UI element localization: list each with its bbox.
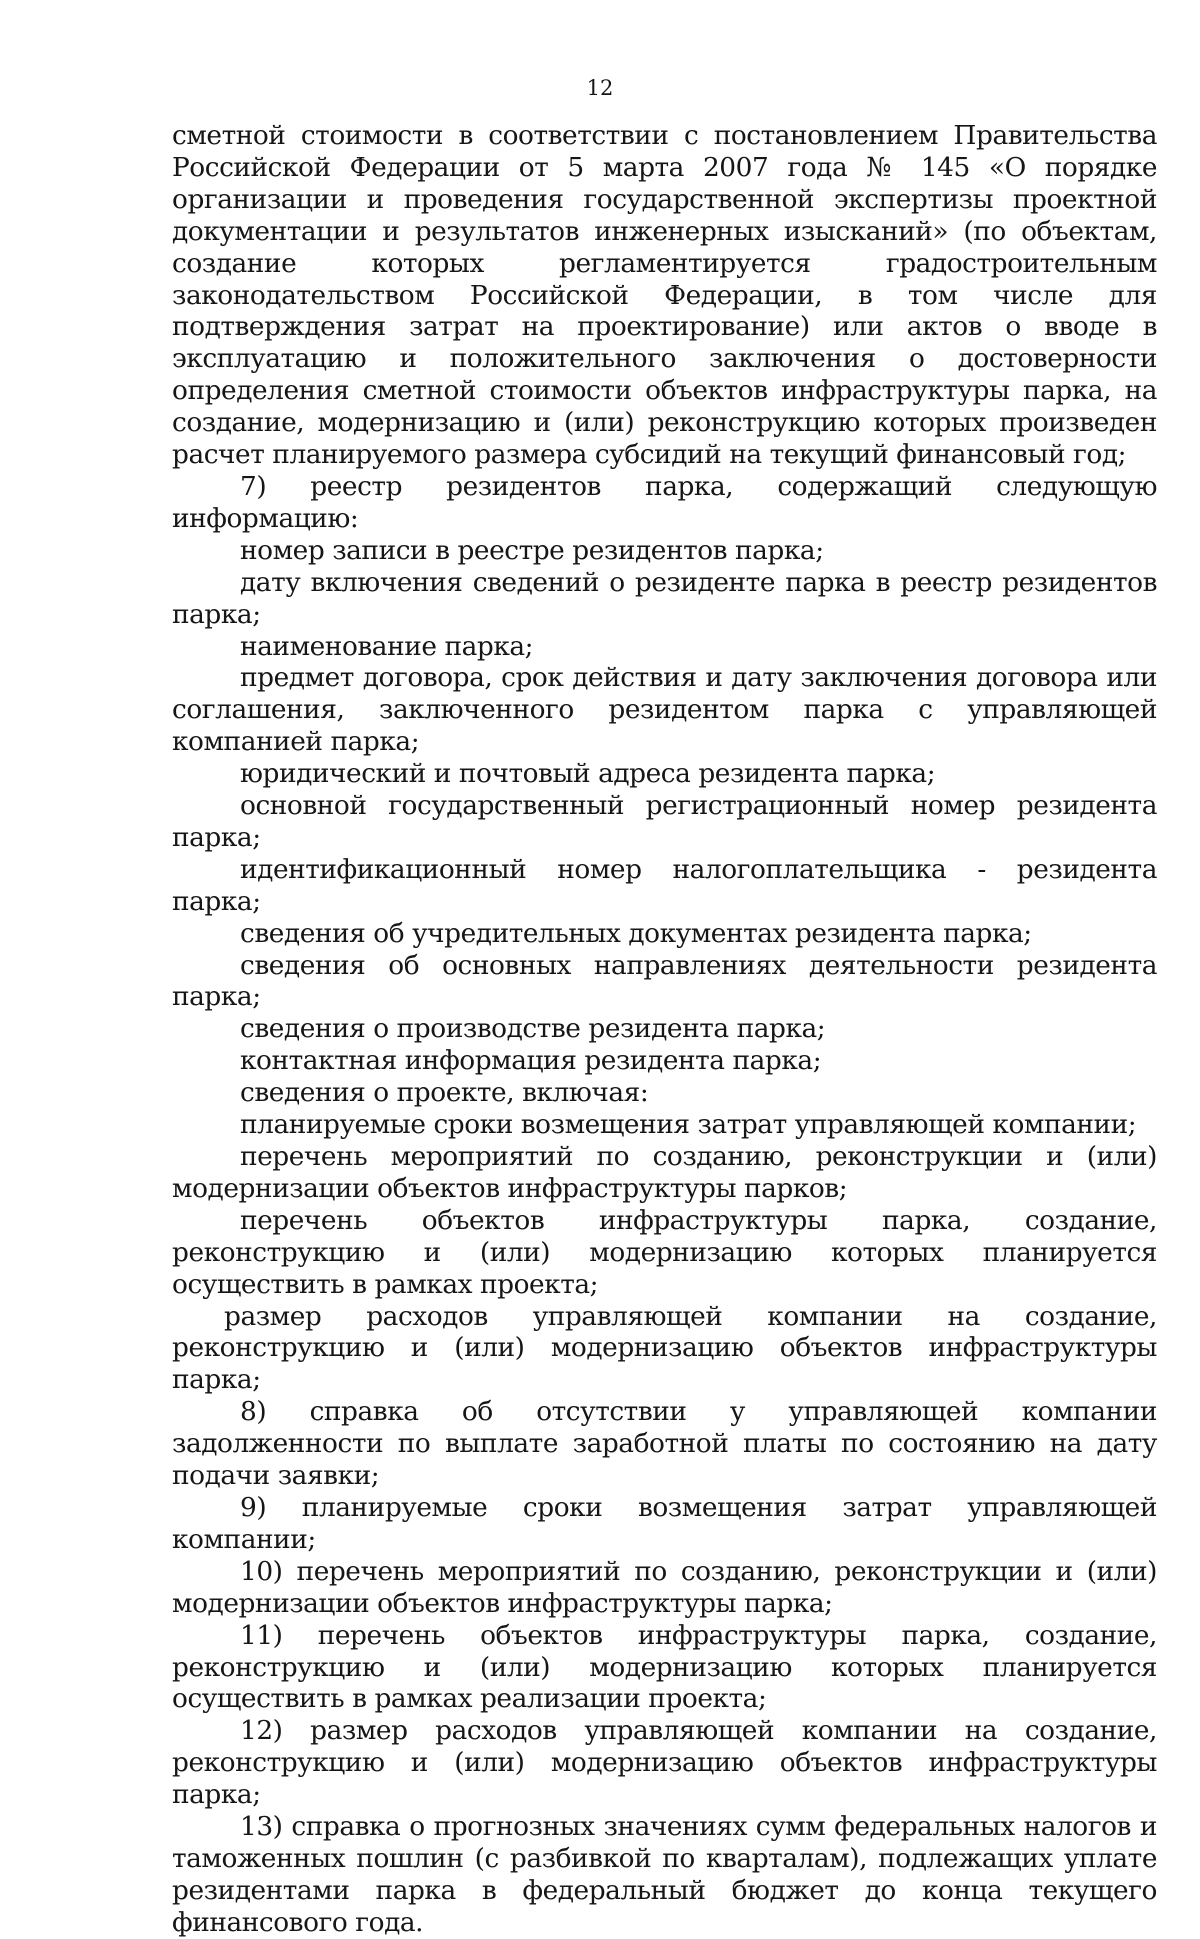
paragraph-inn: идентификационный номер налогоплательщика - резидента парка; [172, 853, 1157, 917]
paragraph-inclusion-date: дату включения сведений о резиденте парка в реестр резидентов парка; [172, 566, 1157, 630]
paragraph-item-13-tax-forecast: 13) справка о прогнозных значениях сумм федеральных налогов и таможенных пошлин (с разбивкой по кварталам), подлежащих уплате резидентами парка в федеральный бюджет до конца текущего финансового года. [172, 1811, 1157, 1938]
paragraph-infrastructure-objects: перечень объектов инфраструктуры парка, создание, реконструкцию и (или) модернизацию которых планируется осуществить в рамках проекта; [172, 1204, 1157, 1300]
paragraph-item-11-objects: 11) перечень объектов инфраструктуры парка, создание, реконструкцию и (или) модернизацию которых планируется осуществить в рамках реализации проекта; [172, 1619, 1157, 1715]
page-number: 12 [586, 76, 614, 100]
paragraph-item-10-measures: 10) перечень мероприятий по созданию, реконструкции и (или) модернизации объектов инфраструктуры парка; [172, 1555, 1157, 1619]
document-body [172, 120, 1157, 1939]
paragraph-contact-info: контактная информация резидента парка; [240, 1045, 822, 1077]
paragraph-production-info: сведения о производстве резидента парка; [240, 1013, 826, 1045]
paragraph-registry-record-number: номер записи в реестре резидентов парка; [240, 534, 824, 566]
paragraph-contract-subject: предмет договора, срок действия и дату заключения договора или соглашения, заключенного резидентом парка с управляющей компанией парка; [172, 662, 1157, 758]
paragraph-founding-documents: сведения об учредительных документах резидента парка; [240, 917, 1032, 949]
paragraph-item-7-resident-registry: 7) реестр резидентов парка, содержащий следующую информацию: [172, 470, 1157, 534]
paragraph-item-9-reimbursement-terms: 9) планируемые сроки возмещения затрат управляющей компании; [172, 1491, 1157, 1555]
paragraph-project-info: сведения о проекте, включая: [240, 1077, 649, 1109]
paragraph-estimated-cost: сметной стоимости в соответствии с постановлением Правительства Российской Федерации от 5 марта 2007 года № 145 «О порядке организации и проведения государственной экспертизы проектной документации и результатов инженерных изысканий» (по объектам, создание которых регламентируется градостроительным законодательством Российской Федерации, в том числе для подтверждения затрат на проектирование) или актов о вводе в эксплуатацию и положительного заключения о достоверности определения сметной стоимости объектов инфраструктуры парка, на создание, модернизацию и (или) реконструкцию которых произведен расчет планируемого размера субсидий на текущий финансовый год; [172, 120, 1157, 471]
paragraph-planned-reimbursement: планируемые сроки возмещения затрат управляющей компании; [240, 1109, 1137, 1141]
paragraph-item-12-expenses: 12) размер расходов управляющей компании на создание, реконструкцию и (или) модернизацию объектов инфраструктуры парка; [172, 1715, 1157, 1811]
paragraph-main-activities: сведения об основных направлениях деятельности резидента парка; [172, 949, 1157, 1013]
paragraph-park-name: наименование парка; [240, 630, 534, 662]
paragraph-ogrn: основной государственный регистрационный номер резидента парка; [172, 790, 1157, 853]
paragraph-expenses-size: размер расходов управляющей компании на создание, реконструкцию и (или) модернизацию объектов инфраструктуры парка; [172, 1300, 1157, 1396]
paragraph-legal-address: юридический и почтовый адреса резидента парка; [240, 758, 936, 790]
paragraph-measures-list: перечень мероприятий по созданию, реконструкции и (или) модернизации объектов инфраструктуры парков; [172, 1141, 1157, 1204]
paragraph-item-8-salary-debt: 8) справка об отсутствии у управляющей компании задолженности по выплате заработной платы по состоянию на дату подачи заявки; [172, 1396, 1157, 1492]
